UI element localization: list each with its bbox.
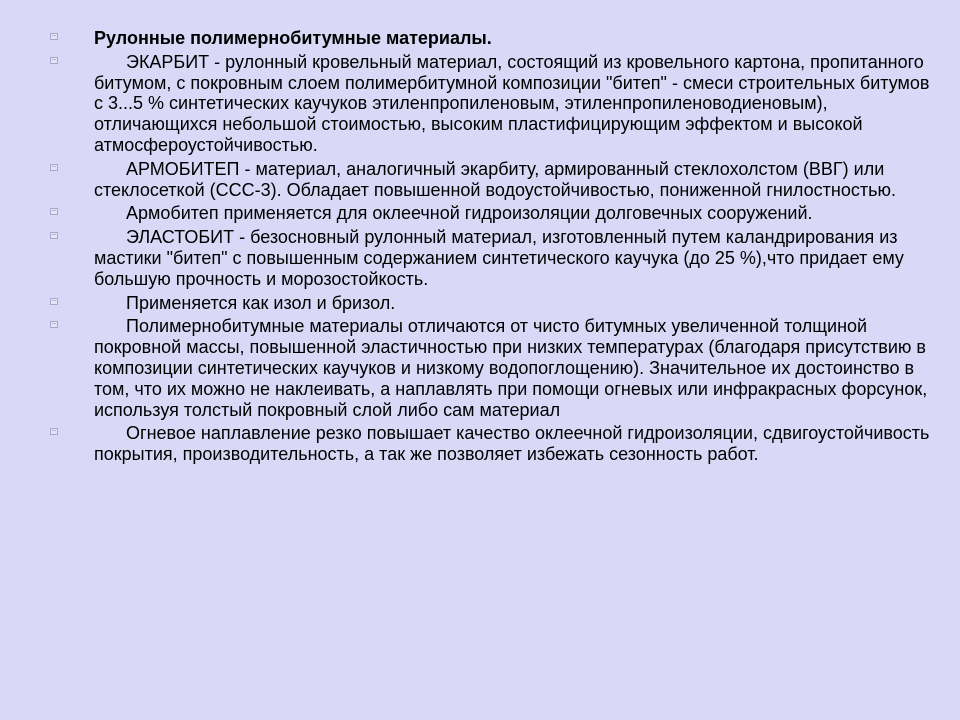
bullet-icon bbox=[50, 321, 58, 328]
paragraph-elastobit-usage bbox=[50, 293, 930, 314]
bullet-icon bbox=[50, 232, 58, 239]
bullet-icon bbox=[50, 33, 58, 40]
paragraph-text: АРМОБИТЕП - материал, аналогичный экарбиту, армированный стеклохолстом (ВВГ) или стеклосеткой (ССС-3). Обладает повышенной водоустойчивостью, пониженной гнилостностью. bbox=[94, 158, 896, 200]
paragraph-text: ЭКАРБИТ - рулонный кровельный материал, состоящий из кровельного картона, пропитанного битумом, с покровным слоем полимербитумной композиции "битеп" - смеси строительных битумов с 3...5 % синтетических каучуков этиленпропиленовым, этиленпропиленоводиеновым), отличающихся небольшой стоимостью, высоким пластифицирующим эффектом и высокой атмосфероустойчивостью. bbox=[94, 51, 930, 155]
paragraph-text: ЭЛАСТОБИТ - безосновный рулонный материал, изготовленный путем каландрирования из мастики "битеп" с повышенным содержанием синтетического каучука (до 25 %),что придает ему большую прочность и морозостойкость. bbox=[94, 227, 904, 289]
bullet-icon bbox=[50, 208, 58, 215]
slide-title bbox=[50, 28, 930, 49]
paragraph-polymer-bitumen bbox=[50, 316, 930, 420]
paragraph-fire-fusing bbox=[50, 423, 930, 465]
paragraph-elastobit bbox=[50, 227, 930, 289]
paragraph-text: Полимернобитумные материалы отличаются от чисто битумных увеличенной толщиной покровной массы, повышенной эластичностью при низких температурах (благодаря присутствию в композиции синтетических каучуков и низкому водопоглощению). Значительное их достоинство в том, что их можно не наклеивать, а наплавлять при помощи огневых или инфракрасных форсунок, используя толстый покровный слой либо сам материал bbox=[94, 316, 928, 420]
paragraph-ekarbit bbox=[50, 52, 930, 156]
paragraph-text: Применяется как изол и бризол. bbox=[126, 292, 396, 313]
title-text: Рулонные полимернобитумные материалы. bbox=[94, 28, 492, 48]
slide-content bbox=[50, 28, 930, 468]
bullet-icon bbox=[50, 298, 58, 305]
paragraph-armobitep-usage bbox=[50, 203, 930, 224]
paragraph-text: Огневое наплавление резко повышает качество оклеечной гидроизоляции, сдвигоустойчивость покрытия, производительность, а так же позволяет избежать сезонность работ. bbox=[94, 423, 930, 465]
paragraph-armobitep bbox=[50, 159, 930, 201]
paragraph-text: Армобитеп применяется для оклеечной гидроизоляции долговечных сооружений. bbox=[126, 203, 813, 224]
bullet-icon bbox=[50, 57, 58, 64]
bullet-icon bbox=[50, 428, 58, 435]
bullet-icon bbox=[50, 164, 58, 171]
